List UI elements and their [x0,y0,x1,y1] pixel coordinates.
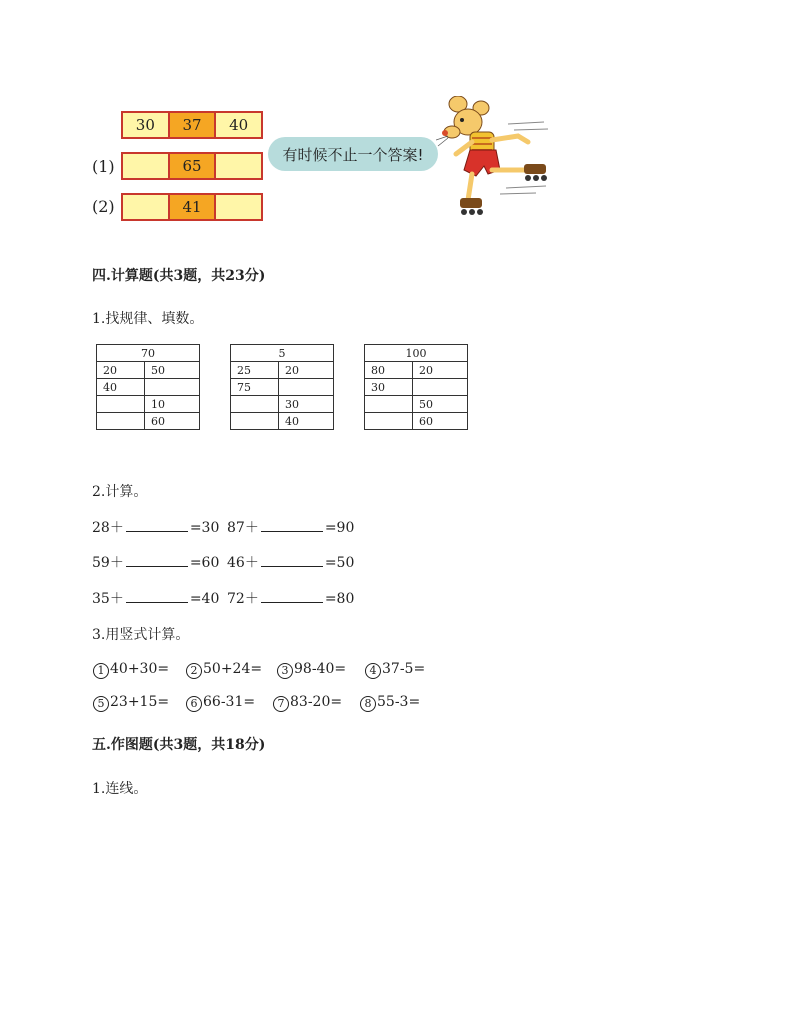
table-top: 70 [97,345,200,362]
vertical-calc-item [93,661,169,679]
expression: 83-20= [290,694,343,710]
answer-box[interactable] [123,195,168,219]
table-cell[interactable] [231,413,279,430]
table-cell: 20 [279,362,334,379]
answer-blank[interactable] [126,554,188,567]
vertical-calc-item [186,694,255,712]
vertical-calc-item [93,694,169,712]
item-number: 6 [186,696,202,712]
vertical-calc-item [360,694,420,712]
example-row-1 [121,152,263,180]
table-cell: 75 [231,379,279,396]
pattern-table [230,344,334,430]
expression: 66-31= [203,694,256,710]
equation-right: =40 [189,591,220,607]
table-cell: 80 [365,362,413,379]
equation-left: 28＋ [92,520,124,536]
example-cell: 41 [168,195,215,219]
example-header-row [121,111,263,139]
table-cell: 50 [413,396,468,413]
expression: 40+30= [110,661,170,677]
answer-box[interactable] [123,154,168,178]
item-number: 7 [273,696,289,712]
table-cell[interactable] [145,379,200,396]
table-cell: 40 [279,413,334,430]
equation-right: =50 [324,555,355,571]
table-cell[interactable] [365,396,413,413]
fill-blank-equation [92,517,219,537]
equation-left: 87＋ [227,520,259,536]
table-cell: 20 [413,362,468,379]
example-cell: 65 [168,154,215,178]
question-title: 3.用竖式计算。 [92,627,190,643]
answer-blank[interactable] [126,519,188,532]
table-top: 100 [365,345,468,362]
answer-blank[interactable] [261,554,323,567]
vertical-calc-item [186,661,262,679]
answer-box[interactable] [214,154,261,178]
vertical-calc-item [277,661,346,679]
table-cell: 25 [231,362,279,379]
question-title: 1.连线。 [92,781,148,797]
table-cell[interactable] [231,396,279,413]
answer-blank[interactable] [126,590,188,603]
table-cell[interactable] [279,379,334,396]
table-cell: 40 [97,379,145,396]
example-cell: 37 [168,113,215,137]
table-cell: 10 [145,396,200,413]
example-cell: 40 [214,113,261,137]
table-cell: 30 [365,379,413,396]
pattern-table [364,344,468,430]
section-heading: 五.作图题(共3题，共18分) [92,737,266,753]
question-title: 1.找规律、填数。 [92,311,204,327]
answer-box[interactable] [214,195,261,219]
vertical-calc-item [365,661,425,679]
pattern-table [96,344,200,430]
table-cell: 30 [279,396,334,413]
section-heading: 四.计算题(共3题，共23分) [92,268,266,284]
example-row-label: (1) [92,157,115,176]
equation-left: 59＋ [92,555,124,571]
item-number: 4 [365,663,381,679]
expression: 37-5= [382,661,426,677]
fill-blank-equation [92,588,219,608]
equation-left: 46＋ [227,555,259,571]
table-cell[interactable] [97,396,145,413]
table-cell: 20 [97,362,145,379]
equation-right: =80 [324,591,355,607]
answer-blank[interactable] [261,519,323,532]
example-row-2 [121,193,263,221]
table-top: 5 [231,345,334,362]
table-cell: 50 [145,362,200,379]
equation-right: =30 [189,520,220,536]
expression: 23+15= [110,694,170,710]
example-cell: 30 [123,113,168,137]
item-number: 2 [186,663,202,679]
vertical-calc-item [273,694,342,712]
fill-blank-equation [92,552,219,572]
item-number: 5 [93,696,109,712]
speech-bubble: 有时候不止一个答案! [268,137,438,171]
equation-left: 35＋ [92,591,124,607]
answer-blank[interactable] [261,590,323,603]
expression: 50+24= [203,661,263,677]
expression: 55-3= [377,694,421,710]
item-number: 8 [360,696,376,712]
question-title: 2.计算。 [92,484,148,500]
skating-mouse-illustration [436,96,564,220]
table-cell[interactable] [365,413,413,430]
equation-right: =60 [189,555,220,571]
table-cell[interactable] [413,379,468,396]
item-number: 3 [277,663,293,679]
fill-blank-equation [227,588,354,608]
table-cell: 60 [413,413,468,430]
equation-right: =90 [324,520,355,536]
table-cell[interactable] [97,413,145,430]
equation-left: 72＋ [227,591,259,607]
fill-blank-equation [227,552,354,572]
expression: 98-40= [294,661,347,677]
item-number: 1 [93,663,109,679]
fill-blank-equation [227,517,354,537]
example-row-label: (2) [92,197,115,216]
table-cell: 60 [145,413,200,430]
